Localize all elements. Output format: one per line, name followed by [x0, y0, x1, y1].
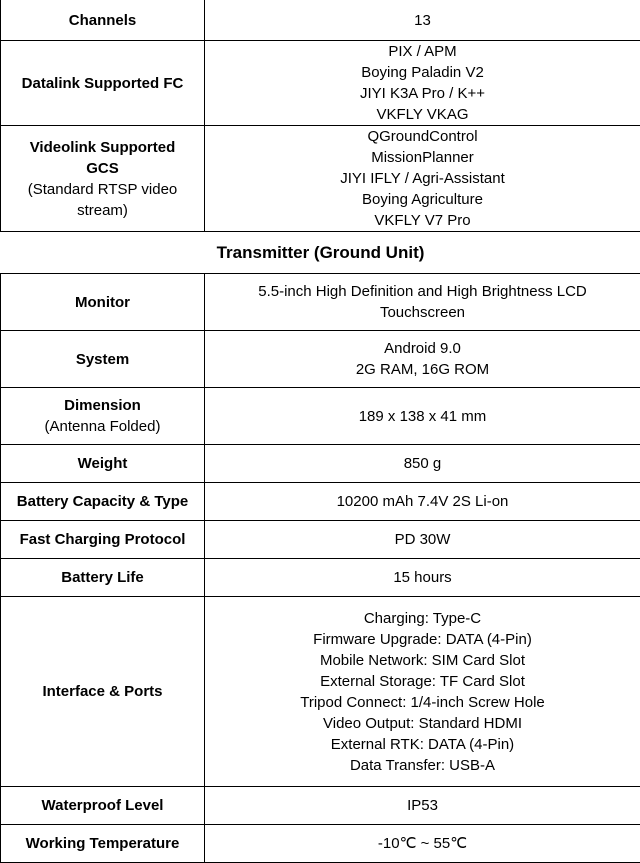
spec-label: Videolink Supported GCS (Standard RTSP video stream): [1, 126, 205, 232]
section-row: [1, 232, 640, 274]
spec-label: Working Temperature: [1, 825, 205, 863]
spec-label: Interface & Ports: [1, 597, 205, 787]
spec-label: Dimension (Antenna Folded): [1, 388, 205, 445]
table-row: [1, 825, 640, 863]
spec-label: System: [1, 331, 205, 388]
table-row: [1, 126, 640, 232]
table-row: [1, 521, 640, 559]
spec-label: Battery Life: [1, 559, 205, 597]
spec-label: Channels: [1, 0, 205, 41]
table-row: [1, 0, 640, 41]
spec-label: Battery Capacity & Type: [1, 483, 205, 521]
spec-value: Android 9.0 2G RAM, 16G ROM: [205, 331, 640, 388]
spec-value: 850 g: [205, 445, 640, 483]
spec-label: Monitor: [1, 274, 205, 331]
table-row: [1, 274, 640, 331]
spec-value: PD 30W: [205, 521, 640, 559]
spec-value: 15 hours: [205, 559, 640, 597]
table-row: [1, 559, 640, 597]
spec-value: Charging: Type-C Firmware Upgrade: DATA (4-Pin) Mobile Network: SIM Card Slot External Storage: TF Card Slot Tripod Connect: 1/4-inch Screw Hole Video Output: Standard HDMI External RTK: DATA (4-Pin) Data Transfer: USB-A: [205, 597, 640, 787]
spec-value: 5.5-inch High Definition and High Brightness LCD Touchscreen: [205, 274, 640, 331]
table-row: [1, 331, 640, 388]
table-row: [1, 41, 640, 126]
spec-value: 13: [205, 0, 640, 41]
spec-value: IP53: [205, 787, 640, 825]
spec-label-note: (Standard RTSP video stream): [7, 179, 198, 221]
spec-value: -10℃ ~ 55℃: [205, 825, 640, 863]
spec-value: QGroundControl MissionPlanner JIYI IFLY / Agri-Assistant Boying Agriculture VKFLY V7 Pro: [205, 126, 640, 232]
spec-label: Fast Charging Protocol: [1, 521, 205, 559]
spec-value: PIX / APM Boying Paladin V2 JIYI K3A Pro / K++ VKFLY VKAG: [205, 41, 640, 126]
spec-label: Datalink Supported FC: [1, 41, 205, 126]
spec-value: 189 x 138 x 41 mm: [205, 388, 640, 445]
table-row: [1, 483, 640, 521]
spec-label-note: (Antenna Folded): [7, 416, 198, 437]
table-row: [1, 445, 640, 483]
spec-value: 10200 mAh 7.4V 2S Li-on: [205, 483, 640, 521]
section-title: Transmitter (Ground Unit): [1, 232, 640, 274]
spec-label: Weight: [1, 445, 205, 483]
table-row: [1, 388, 640, 445]
spec-label: Waterproof Level: [1, 787, 205, 825]
table-row: [1, 597, 640, 787]
table-row: [1, 787, 640, 825]
